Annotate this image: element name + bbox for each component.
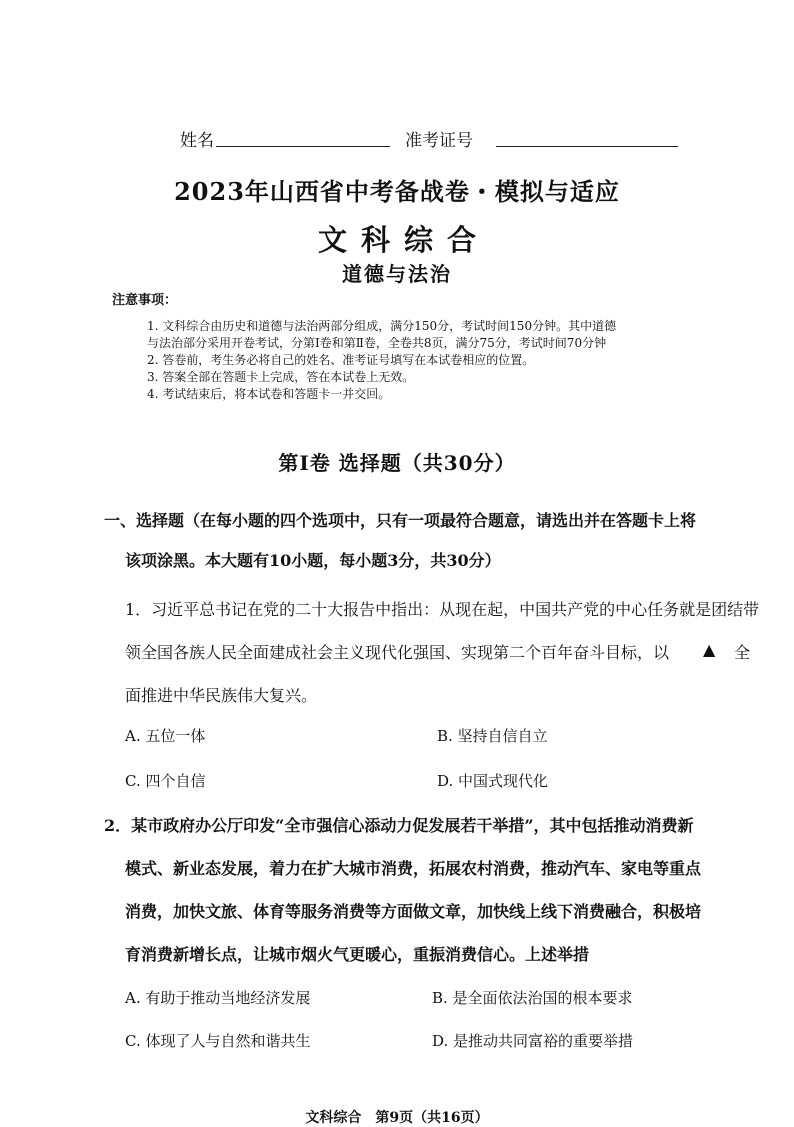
option-c[interactable]: C. 体现了人与自然和谐共生 — [125, 1032, 311, 1050]
option-d[interactable]: D. 中国式现代化 — [437, 772, 549, 790]
question-1-line: 领全国各族人民全面建成社会主义现代化强国、实现第二个百年奋斗目标，以 — [125, 643, 670, 662]
exam-id-label: 准考证号 — [405, 131, 473, 151]
notes-title: 注意事项： — [112, 293, 178, 308]
instruction-line: 该项涂黑。本大题有10小题，每小题3分，共30分） — [125, 551, 501, 570]
name-input-line[interactable] — [216, 146, 390, 147]
exam-id-input-line[interactable] — [496, 146, 678, 147]
question-2-line: 育消费新增长点，让城市烟火气更暖心，重振消费信心。上述举措 — [125, 945, 590, 964]
answer-blank-icon: ▲ — [703, 640, 716, 659]
option-a[interactable]: A. 五位一体 — [125, 727, 206, 745]
question-2-line: 2．某市政府办公厅印发“全市强信心添动力促发展若干举措”，其中包括推动消费新 — [104, 816, 694, 835]
option-c[interactable]: C. 四个自信 — [125, 772, 206, 790]
note-item: 与法治部分采用开卷考试，分第Ⅰ卷和第Ⅱ卷，全卷共8页，满分75分，考试时间70分钟 — [147, 336, 607, 350]
note-item: 4. 考试结束后，将本试卷和答题卡一并交回。 — [147, 387, 391, 401]
question-1-line: 1．习近平总书记在党的二十大报告中指出：从现在起，中国共产党的中心任务就是团结带 — [125, 600, 760, 619]
sub-subject-title: 道德与法治 — [342, 262, 452, 286]
question-2-line: 消费，加快文旅、体育等服务消费等方面做文章，加快线上线下消费融合，积极培 — [125, 902, 702, 921]
question-2-line: 模式、新业态发展，着力在扩大城市消费，拓展农村消费，推动汽车、家电等重点 — [125, 859, 702, 878]
note-item: 2. 答卷前，考生务必将自己的姓名、准考证号填写在本试卷相应的位置。 — [147, 353, 535, 367]
option-b[interactable]: B. 是全面依法治国的根本要求 — [432, 989, 633, 1007]
exam-title: 2023年山西省中考备战卷・模拟与适应 — [174, 177, 620, 206]
option-d[interactable]: D. 是推动共同富裕的重要举措 — [432, 1032, 634, 1050]
question-1-line: 面推进中华民族伟大复兴。 — [125, 686, 318, 705]
page-footer: 文科综合 第9页（共16页） — [305, 1110, 489, 1126]
name-label: 姓名 — [180, 131, 214, 151]
note-item: 1. 文科综合由历史和道德与法治两部分组成，满分150分，考试时间150分钟。其中道德 — [147, 319, 617, 333]
option-a[interactable]: A. 有助于推动当地经济发展 — [125, 989, 311, 1007]
instruction-line: 一、选择题（在每小题的四个选项中，只有一项最符合题意，请选出并在答题卡上将 — [104, 511, 697, 530]
note-item: 3. 答案全部在答题卡上完成，答在本试卷上无效。 — [147, 370, 415, 384]
option-b[interactable]: B. 坚持自信自立 — [437, 727, 548, 745]
section-title: 第Ⅰ卷 选择题（共30分） — [278, 451, 516, 475]
question-1-line: 全 — [734, 643, 751, 662]
subject-title: 文科综合 — [317, 223, 490, 257]
